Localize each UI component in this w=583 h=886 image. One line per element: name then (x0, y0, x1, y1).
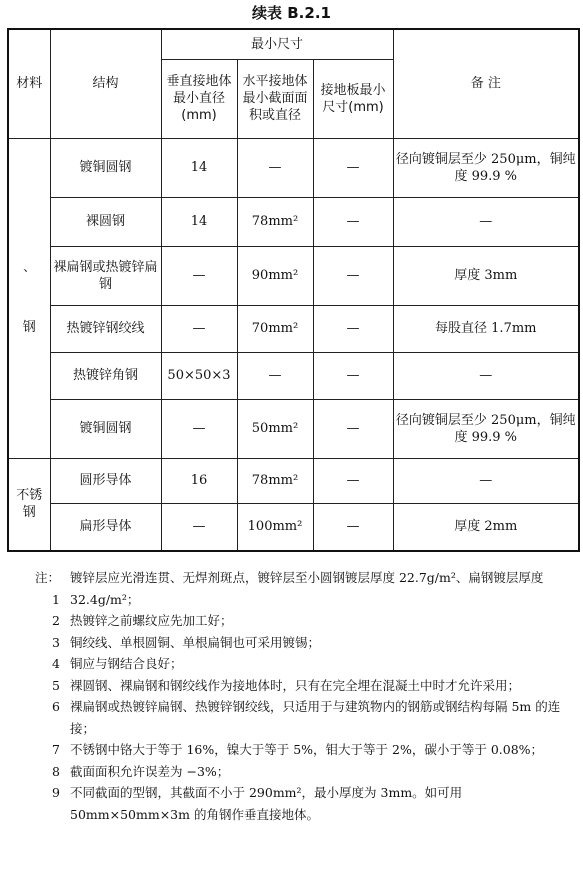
note-item (30, 653, 578, 675)
table-row (8, 305, 579, 352)
cell-vertical: — (161, 399, 237, 458)
cell-remarks: 每股直径 1.7mm (393, 305, 579, 352)
cell-plate: — (313, 352, 393, 399)
note-text: 铜绞线、单根圆铜、单根扁铜也可采用镀锡； (70, 634, 321, 650)
note-number: 7 (52, 742, 60, 757)
cell-vertical: — (161, 305, 237, 352)
note-text: 镀锌层应光滑连贯、无焊剂斑点，镀锌层至小圆钢镀层厚度 22.7g/m²、扁钢镀层厚度 32.4g/m²； (70, 570, 544, 607)
note-text: 截面面积允许误差为 −3%； (70, 763, 230, 779)
note-number: 1 (52, 591, 60, 607)
material-steel-mark: 、 (23, 259, 36, 274)
cell-remarks: 厚度 3mm (393, 246, 579, 305)
note-item (30, 696, 578, 739)
cell-vertical: — (161, 503, 237, 551)
cell-plate: — (313, 503, 393, 551)
cell-structure: 热镀锌角钢 (50, 352, 161, 399)
note-text: 裸扁钢或热镀锌扁钢、热镀锌钢绞线，只适用于与建筑物内的钢筋或钢结构每隔 5m 的连接； (70, 699, 561, 736)
cell-remarks: 厚度 2mm (393, 503, 579, 551)
cell-structure: 镀铜圆钢 (50, 138, 161, 197)
header-plate: 接地板最小尺寸(mm) (313, 59, 393, 138)
cell-horizontal: 78mm² (237, 197, 313, 246)
table-row (8, 399, 579, 458)
cell-vertical: 16 (161, 458, 237, 503)
cell-plate: — (313, 197, 393, 246)
note-number: 4 (52, 656, 60, 671)
note-item (30, 567, 578, 610)
material-steel-cell (8, 138, 50, 458)
notes-label: 注： (34, 570, 60, 585)
table-row (8, 138, 579, 197)
note-item (30, 632, 578, 654)
note-number: 3 (52, 634, 60, 650)
notes-section (30, 567, 578, 825)
cell-remarks: 径向镀铜层至少 250μm，铜纯度 99.9 % (393, 138, 579, 197)
table-row (8, 458, 579, 503)
note-item (30, 761, 578, 783)
table-row (8, 197, 579, 246)
note-item (30, 610, 578, 632)
cell-horizontal: — (237, 352, 313, 399)
note-number: 8 (52, 763, 60, 779)
cell-plate: — (313, 458, 393, 503)
cell-structure: 扁形导体 (50, 503, 161, 551)
note-text: 不同截面的型钢，其截面不小于 290mm²，最小厚度为 3mm。如可用 50mm×50mm×3m 的角钢作垂直接地体。 (70, 785, 463, 822)
table-row (8, 503, 579, 551)
header-material: 材料 (8, 29, 50, 138)
material-stainless: 不锈钢 (8, 458, 50, 551)
header-horizontal: 水平接地体最小截面面积或直径 (237, 59, 313, 138)
cell-remarks: — (393, 458, 579, 503)
note-number: 9 (52, 785, 60, 800)
cell-horizontal: — (237, 138, 313, 197)
cell-horizontal: 78mm² (237, 458, 313, 503)
note-number: 6 (52, 699, 60, 714)
table-row (8, 246, 579, 305)
note-text: 裸圆钢、裸扁钢和钢绞线作为接地体时，只有在完全埋在混凝土中时才允许采用； (70, 677, 521, 693)
cell-vertical: — (161, 246, 237, 305)
note-text: 不锈钢中铬大于等于 16%，镍大于等于 5%，钼大于等于 2%，碳小于等于 0.08%； (70, 742, 544, 757)
cell-plate: — (313, 305, 393, 352)
note-number: 2 (52, 613, 60, 628)
cell-remarks: — (393, 197, 579, 246)
grounding-conductor-table (7, 28, 580, 552)
note-item (30, 782, 578, 825)
note-item (30, 675, 578, 697)
cell-plate: — (313, 399, 393, 458)
material-steel: 钢 (22, 319, 36, 335)
cell-structure: 镀铜圆钢 (50, 399, 161, 458)
cell-vertical: 50×50×3 (161, 352, 237, 399)
cell-plate: — (313, 246, 393, 305)
header-vertical: 垂直接地体最小直径(mm) (161, 59, 237, 138)
cell-horizontal: 100mm² (237, 503, 313, 551)
cell-structure: 热镀锌钢绞线 (50, 305, 161, 352)
cell-structure: 圆形导体 (50, 458, 161, 503)
header-min-size: 最小尺寸 (161, 29, 393, 59)
cell-plate: — (313, 138, 393, 197)
header-structure: 结构 (50, 29, 161, 138)
table-row (8, 352, 579, 399)
note-number: 5 (52, 677, 60, 693)
note-text: 铜应与钢结合良好； (70, 656, 183, 671)
note-item (30, 739, 578, 761)
cell-structure: 裸圆钢 (50, 197, 161, 246)
cell-horizontal: 50mm² (237, 399, 313, 458)
cell-remarks: — (393, 352, 579, 399)
cell-horizontal: 70mm² (237, 305, 313, 352)
header-remarks: 备 注 (393, 29, 579, 138)
cell-structure: 裸扁钢或热镀锌扁钢 (50, 246, 161, 305)
note-text: 热镀锌之前螺纹应先加工好； (70, 613, 233, 628)
table-title: 续表 B.2.1 (252, 4, 331, 22)
cell-vertical: 14 (161, 197, 237, 246)
cell-horizontal: 90mm² (237, 246, 313, 305)
cell-vertical: 14 (161, 138, 237, 197)
cell-remarks: 径向镀铜层至少 250μm，铜纯度 99.9 % (393, 399, 579, 458)
